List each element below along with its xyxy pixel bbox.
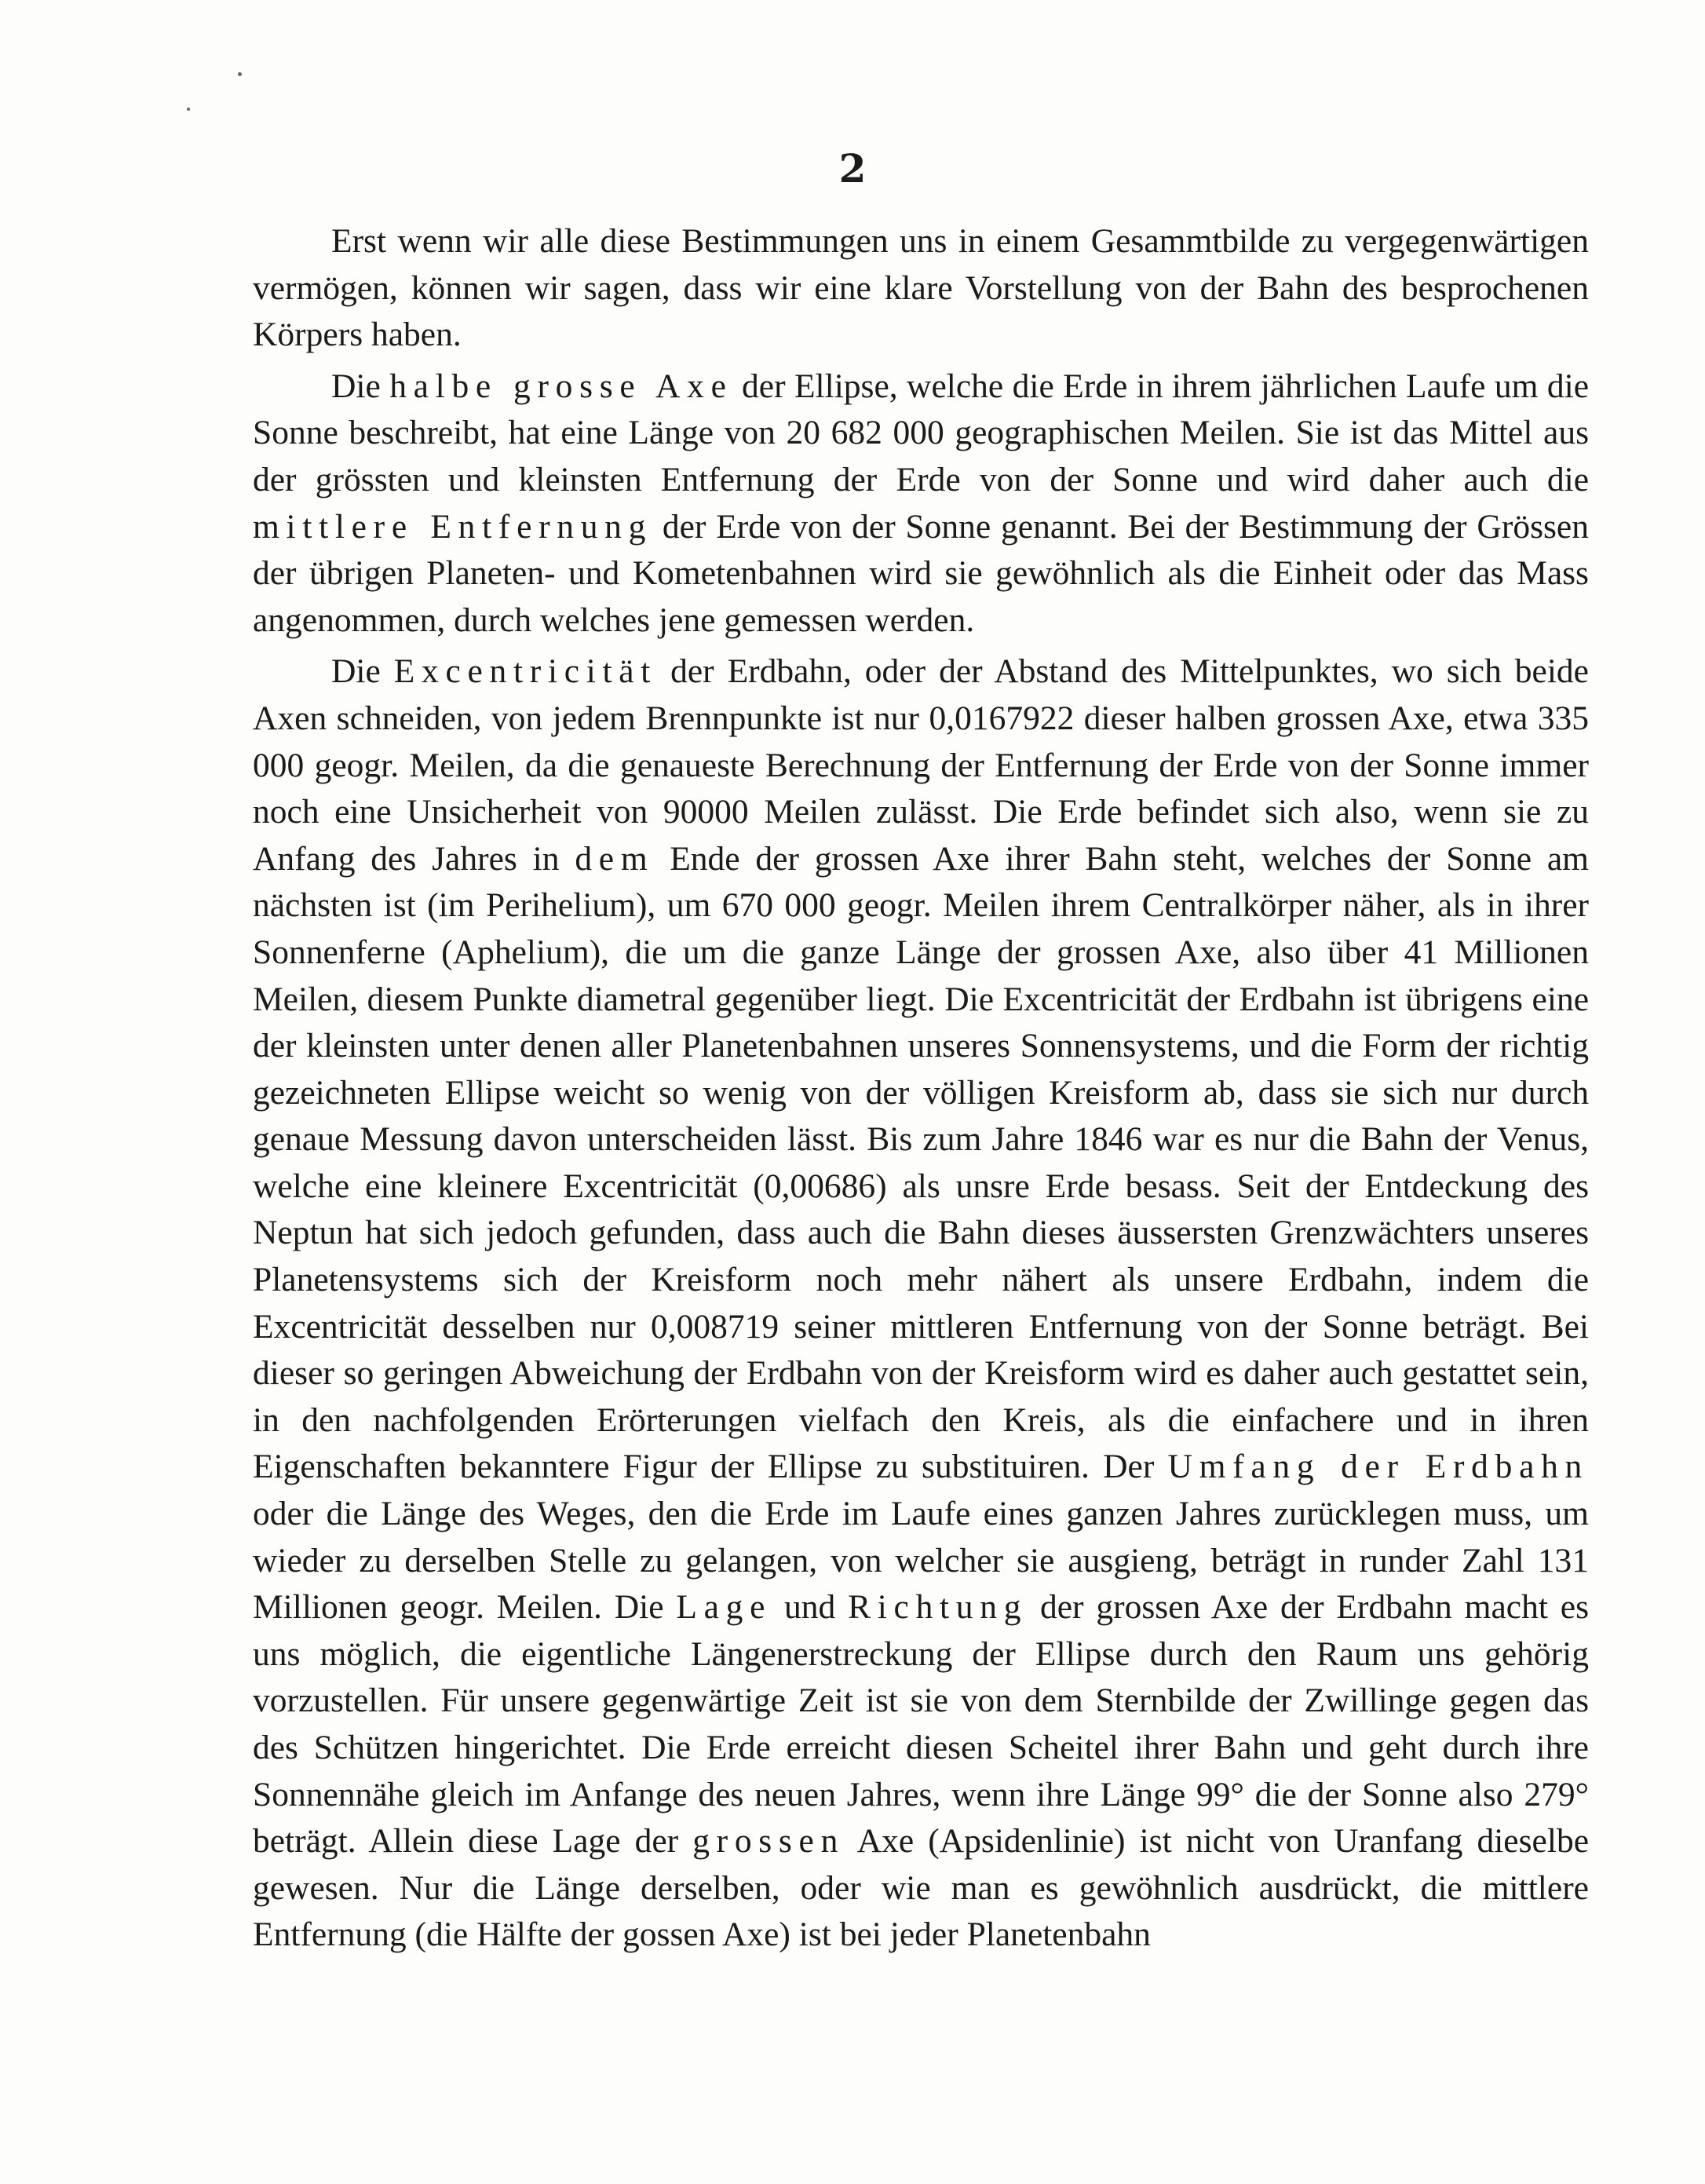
- paragraph: [253, 218, 1589, 359]
- paper-speck: [187, 108, 190, 111]
- text-run: der Ellipse, welche die Erde in ihrem jährlichen Laufe um die Sonne beschreibt, hat eine Länge von 20 682 000 geographischen Meilen. Sie ist das Mittel aus der grössten und kleinsten Entfernung der Erde von der Sonne und wird daher auch die: [253, 367, 1589, 499]
- spaced-emphasis: Excentricität: [393, 652, 658, 691]
- text-run: der grossen Axe der Erdbahn macht es uns möglich, die eigentliche Längenerstreckung der Ellipse durch den Raum uns gehörig vorzustellen. Für unsere gegenwärtige Zeit ist sie von dem Sternbilde der Zwillinge gegen das des Schützen hingerichtet. Die Erde erreicht diesen Scheitel ihrer Bahn und geht durch ihre Sonnennähe gleich im Anfange des neuen Jahres, wenn ihre Länge 99° die der Sonne also 279° beträgt. Allein diese Lage der: [253, 1588, 1589, 1861]
- spaced-emphasis: mittlere Entfernung: [253, 507, 653, 546]
- paragraph: [253, 648, 1589, 1959]
- paper-speck: [238, 72, 242, 76]
- text-run: Axe (Apsidenlinie) ist nicht von Uranfang dieselbe gewesen. Nur die Länge derselben, oder wie man es gewöhnlich ausdrückt, die mittlere Entfernung (die Hälfte der gossen Axe) ist bei jeder Planetenbahn: [253, 1822, 1589, 1954]
- text-run: Erst wenn wir alle diese Bestimmungen uns in einem Gesammtbilde zu vergegenwärtigen vermögen, können wir sagen, dass wir eine klare Vorstellung von der Bahn des besprochenen Körpers haben.: [253, 222, 1589, 354]
- text-run: der Erdbahn, oder der Abstand des Mittelpunktes, wo sich beide Axen schneiden, von jedem Brennpunkte ist nur 0,0167922 dieser halben grossen Axe, etwa 335 000 geogr. Meilen, da die genaueste Berechnung der Entfernung der Erde von der Sonne immer noch eine Unsicherheit von 90000 Meilen zulässt. Die Erde befindet sich also, wenn sie zu Anfang des Jahres in: [253, 652, 1589, 878]
- spaced-emphasis: grossen: [692, 1822, 845, 1861]
- spaced-emphasis: Umfang der Erdbahn: [1167, 1448, 1589, 1486]
- text-run: Die: [331, 652, 394, 691]
- body-text: [253, 218, 1589, 1963]
- spaced-emphasis: Richtung: [848, 1588, 1028, 1627]
- paragraph: [253, 363, 1589, 645]
- spaced-emphasis: dem: [575, 839, 655, 878]
- spaced-emphasis: halbe grosse Axe: [389, 367, 733, 405]
- text-run: Ende der grossen Axe ihrer Bahn steht, welches der Sonne am nächsten ist (im Perihelium), um 670 000 geogr. Meilen ihrem Centralkörper näher, als in ihrer Sonnenferne (Aphelium), die um die ganze Länge der grossen Axe, also über 41 Millionen Meilen, diesem Punkte diametral gegenüber liegt. Die Excentricität der Erdbahn ist übrigens eine der kleinsten unter denen aller Planetenbahnen unseres Sonnensystems, und die Form der richtig gezeichneten Ellipse weicht so wenig von der völligen Kreisform ab, dass sie sich nur durch genaue Messung davon unterscheiden lässt. Bis zum Jahre 1846 war es nur die Bahn der Venus, welche eine kleinere Excentricität (0,00686) als unsre Erde besass. Seit der Entdeckung des Neptun hat sich jedoch gefunden, dass auch die Bahn dieses äussersten Grenzwächters unseres Planetensystems sich der Kreisform noch mehr nähert als unsere Erdbahn, indem die Excentricität desselben nur 0,008719 seiner mittleren Entfernung von der Sonne beträgt. Bei dieser so geringen Abweichung der Erdbahn von der Kreisform wird es daher auch gestattet sein, in den nachfolgenden Erörterungen vielfach den Kreis, als die einfachere und in ihren Eigenschaften bekanntere Figur der Ellipse zu substituiren. Der: [253, 839, 1589, 1486]
- spaced-emphasis: Lage: [676, 1588, 772, 1627]
- text-run: oder die Länge des Weges, den die Erde im Laufe eines ganzen Jahres zurücklegen muss, um wieder zu derselben Stelle zu gelangen, von welcher sie ausgieng, beträgt in runder Zahl 131 Millionen geogr. Meilen. Die: [253, 1495, 1589, 1627]
- text-run: und: [772, 1588, 849, 1627]
- text-run: der Erde von der Sonne genannt. Bei der Bestimmung der Grössen der übrigen Planeten- und Kometenbahnen wird sie gewöhnlich als die Einheit oder das Mass angenommen, durch welches jene gemessen werden.: [253, 507, 1589, 639]
- page-number: 2: [838, 145, 867, 192]
- text-run: Die: [331, 367, 390, 405]
